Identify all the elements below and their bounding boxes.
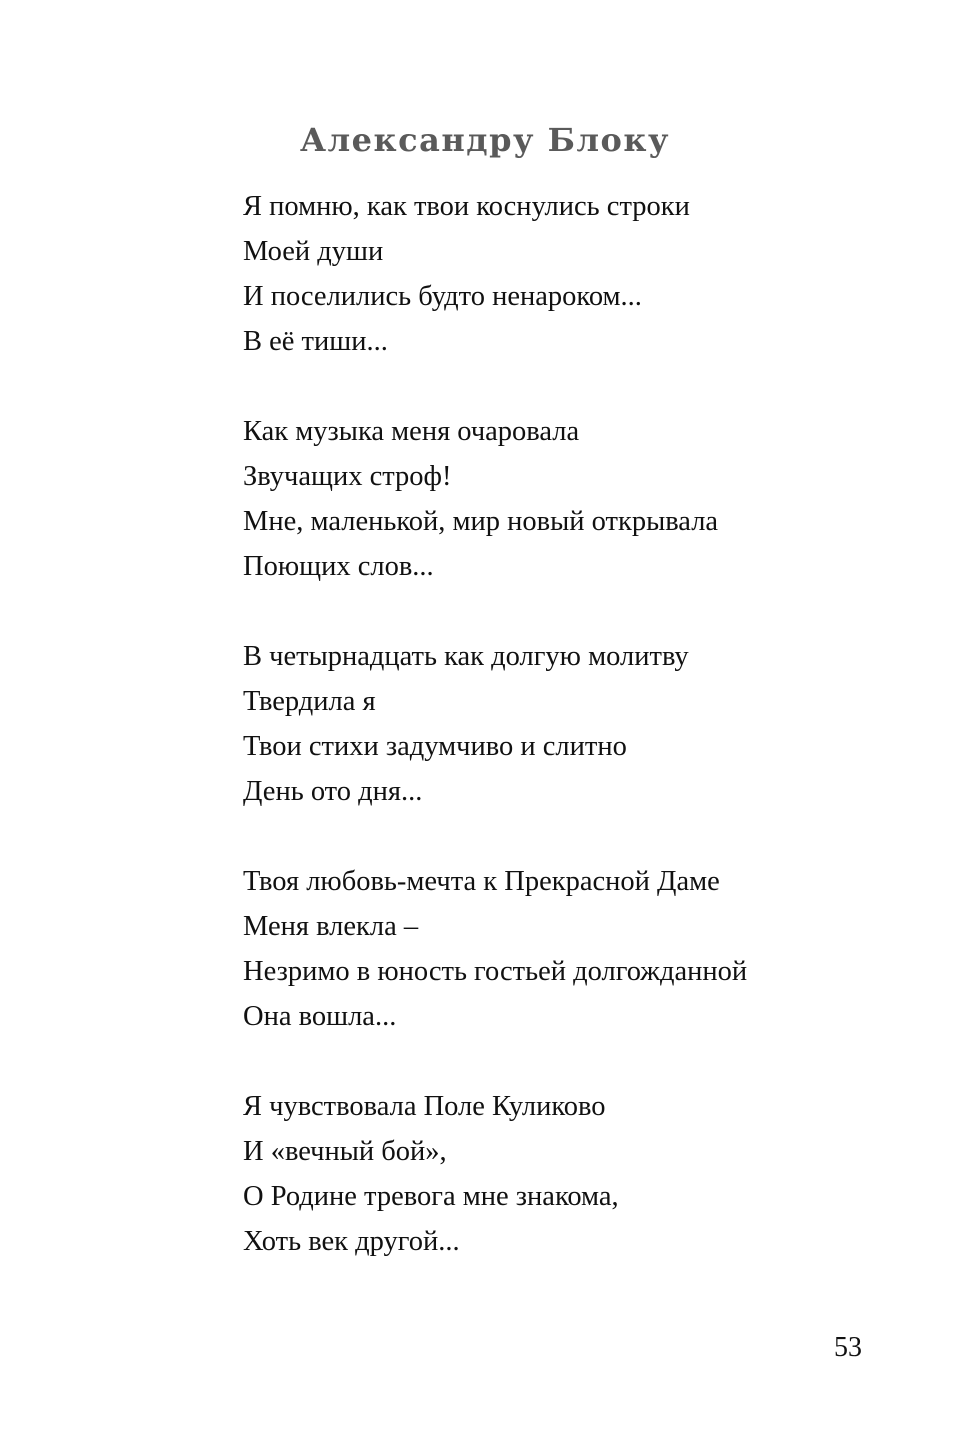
poem-line: День ото дня... (243, 776, 423, 807)
poem-line: Я чувствовала Поле Куликово (243, 1091, 606, 1122)
poem-line: Меня влекла – (243, 911, 419, 942)
poem-line: О Родине тревога мне знакома, (243, 1181, 619, 1212)
poem-title: Александру Блоку (300, 121, 670, 160)
poem-line: Поющих слов... (243, 551, 434, 582)
stanza-2 (243, 409, 883, 589)
poem-line: Я помню, как твои коснулись строки (243, 191, 690, 222)
poem-line: Мне, маленькой, мир новый открывала (243, 506, 719, 537)
poem-line: Твоя любовь-мечта к Прекрасной Даме (243, 866, 720, 897)
poem-line: Твои стихи задумчиво и слитно (243, 731, 627, 762)
poem-line: Хоть век другой... (243, 1226, 460, 1257)
poem-line: И «вечный бой», (243, 1136, 447, 1167)
poem-body (243, 184, 883, 1309)
page-number: 53 (834, 1332, 862, 1363)
poem-line: Она вошла... (243, 1001, 397, 1032)
stanza-5 (243, 1084, 883, 1264)
poem-line: Моей души (243, 236, 384, 267)
poem-line: В её тиши... (243, 326, 388, 357)
stanza-1 (243, 184, 883, 364)
poem-line: Звучащих строф! (243, 461, 452, 492)
poem-line: Незримо в юность гостьей долгожданной (243, 956, 748, 987)
poem-line: И поселились будто ненароком... (243, 281, 642, 312)
stanza-4 (243, 859, 883, 1039)
poem-line: Твердила я (243, 686, 376, 717)
poem-line: Как музыка меня очаровала (243, 416, 580, 447)
stanza-3 (243, 634, 883, 814)
poem-line: В четырнадцать как долгую молитву (243, 641, 689, 672)
